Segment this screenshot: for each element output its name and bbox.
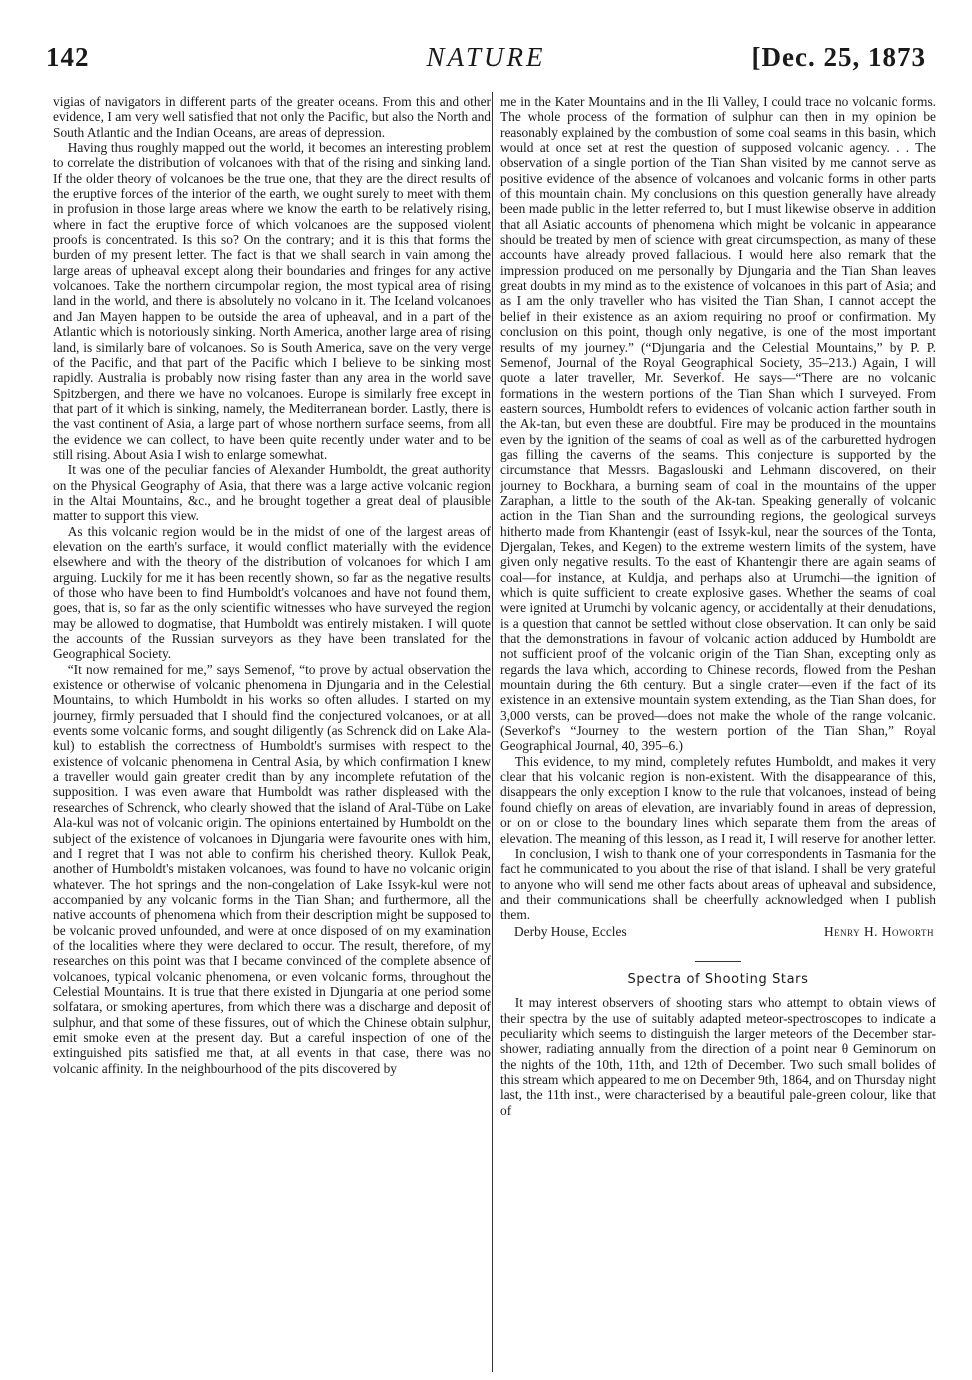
paragraph: It may interest observers of shooting stars who attempt to obtain views of their spectra by the use of suitably adapted meteor-spectroscopes to indicate a peculiarity which seems to distinguish the larger meteors of the December star-shower, radiating annually from the direction of a point near θ Geminorum on the nights of the 10th, 11th, and 12th of December. Two such small bolides of this stream which appeared to me on December 9th, 1864, and on Thursday night last, the 11th inst., were characterised by a beautiful pale-green colour, like that of bbox=[500, 995, 936, 1118]
left-column bbox=[53, 94, 491, 1374]
issue-date: [Dec. 25, 1873 bbox=[751, 42, 926, 72]
letter-signature bbox=[500, 924, 936, 939]
paragraph: As this volcanic region would be in the midst of one of the largest areas of elevation on the earth's surface, it would conflict materially with the evidence elsewhere and with the theory of the distribution of volcanoes for which I am arguing. Luckily for me it has been recently shown, so far as the negative results of those who have been to find Humboldt's volcanoes and have not found them, goes, that is, so far as the only scientific witnesses who have surveyed the region may be allowed to dogmatise, that Humboldt was entirely mistaken. I will quote the accounts of the Russian surveyors as they have been translated for the Geographical Society. bbox=[53, 523, 491, 662]
paragraph: me in the Kater Mountains and in the Ili Valley, I could trace no volcanic forms. The whole process of the formation of sulphur can then in my opinion be reasonably explained by the combustion of some coal seams in this basin, which would at once set at rest the question of supposed volcanic agency. . . The observation of a single portion of the Tian Shan visited by me cannot serve as positive evidence of the absence of volcanoes and volcanic forms in other parts of this mountain chain. My conclusions on this question generally have already been made public in the letter referred to, but I must likewise observe in addition that all Asiatic accounts of phenomena which might be volcanic in appearance should be treated by men of science with great circumspection, as many of these accounts have already proved fallacious. I would here also remark that the impression produced on me personally by Djungaria and the Tian Shan leaves great doubts in my mind as to the existence of volcanoes in this part of Asia; and as I am the only traveller who has visited the Tian Shan, I cannot accept the belief in their existence as an axiom requiring no proof or confirmation. My conclusion on this point, though only negative, is one of the most important results of my journey.” (“Djungaria and the Celestial Mountains,” by P. P. Semenof, Journal of the Royal Geographical Society, 35–213.) Again, I will quote a later traveller, Mr. Severkof. He says—“There are no volcanic formations in the western portions of the Tian Shan which I surveyed. From eastern sources, Humboldt refers to evidences of volcanic action farther south in the Ak-tan, but even these are doubtful. Fire may be produced in the mountains even by the ignition of the seams of coal as well as of the carburetted hydrogen gas filling the caverns of the seams. This conjecture is supported by the circumstance that Messrs. Bagaslouski and Lehmann discovered, on their journey to Bockhara, a burning seam of coal in the mountains of the upper Zaraphan, a little to the south of the Ak-tan. Speaking generally of volcanic action in the Tian Shan and the surrounding regions, the geological surveys hitherto made from Khantengir (east of Issyk-kul, near the sources of the Tonta, Djergalan, Tekes, and Kegen) to the extreme western limits of the system, have given only negative results. To the east of Khantengir there are again seams of coal—for instance, at Kuldja, and perhaps also at Urumchi—the ignition of which is quite sufficient to create explosive gases. Whether the seams of coal were ignited at Urumchi by volcanic agency, or accidentally at their denudations, is a question that cannot be settled without close observation. It can only be said that the demonstrations in favour of volcanic action adduced by Humboldt are not sufficient proof of the volcanic origin of the Tian Shan, excepting only as regards the lava which, according to Chinese records, flowed from the Peshan mountain during the 6th century. But a single crater—even if the fact of its existence in an extensive mountain system extending, as the Tian Shan does, for 3,000 versts, can be proved—does not make the whole of the range volcanic. (Severkof's “Journey to the western portion of the Tian Shan,” Royal Geographical Journal, 40, 395–6.) bbox=[500, 94, 936, 754]
paragraph: It was one of the peculiar fancies of Alexander Humboldt, the great authority on the Physical Geography of Asia, that there was a large active volcanic region in the Altai Mountains, &c., and he brought together a great deal of plausible matter to support this view. bbox=[53, 462, 491, 524]
paragraph: In conclusion, I wish to thank one of your correspondents in Tasmania for the fact he communicated to you about the rise of that island. I shall be very grateful to anyone who will send me other facts about areas of upheaval and subsidence, and their communications shall be cheerfully acknowledged when I publish them. bbox=[500, 845, 936, 923]
paragraph: Having thus roughly mapped out the world, it becomes an interesting problem to correlate the distribution of volcanoes with that of the rising and sinking land. If the older theory of volcanoes be the true one, that they are the direct results of the eruptive forces of the interior of the earth, we ought surely to meet with them in profusion in those large areas where we know the earth to be relatively rising, where in fact the eruptive force of which volcanoes are the supposed violent proofs is concentrated. Is this so? On the contrary; and it is this that forms the burden of my present letter. The fact is that we shall search in vain among the large areas of upheaval except along their boundaries and fringes for any active volcanoes. Take the northern circumpolar region, the most typical area of rising land in the world, and there is absolutely no volcano in it. The Iceland volcanoes and Jan Mayen happen to be outside the area of upheaval, and in a part of the Atlantic which is notoriously sinking. North America, another large area of rising land, is similarly bare of volcanoes. So is South America, save on the very verge of the Pacific, and that part of the Pacific which I believe to be sinking most rapidly. Australia is probably now rising faster than any area in the world save Spitzbergen, and there we have no volcanoes. Europe is similarly free except in that part of it which is sinking, namely, the Mediterranean border. Lastly, there is the vast continent of Asia, a large part of whose northern surface seems, from all the evidence we can collect, to have been quite recently under water and to be still rising. About Asia I wish to enlarge somewhat. bbox=[53, 140, 491, 462]
paragraph: “It now remained for me,” says Semenof, “to prove by actual observation the existence or otherwise of volcanic phenomena in Djungaria and in the Celestial Mountains, to which Humboldt in his works so often alludes. I started on my journey, firmly persuaded that I should find the conjectured volcanoes, or at all events some volcanic forms, and sought diligently (as Schrenck did on Lake Ala-kul) to establish the correctness of Humboldt's surmises with respect to the existence of volcanic phenomena in Central Asia, by which confirmation I knew a traveller would gain greater credit than by any incomplete refutation of the supposition. I was even aware that Humboldt was rather displeased with the researches of Schrenck, who clearly showed that the island of Aral-Tübe on Lake Ala-kul was not of volcanic origin. The opinions entertained by Humboldt on the subject of the existence of volcanoes in Djungaria were favourite ones with him, and I regret that I was not able to confirm his cherished theory. Kullok Peak, another of Humboldt's mistaken volcanoes, was found to have no volcanic origin whatever. The hot springs and the non-congelation of Lake Issyk-kul were not accompanied by any volcanic forms in the Tian Shan; and furthermore, all the native accounts of phenomena which from their description might be supposed to be volcanic proved unfounded, and were at once disposed of on my examination of the localities where they were declared to occur. The result, therefore, of my researches on this point was that I became convinced of the complete absence of volcanoes, typical volcanic phenomena, or even volcanic forms, throughout the Celestial Mountains. It is true that there existed in Djungaria at one period some solfatara, or smoking apertures, from which there was a discharge and deposit of sulphur, and that some of these fissures, out of which the Chinese obtain sulphur, emit smoke even at the present day. But a careful inspection of one of the extinguished pits satisfied me that, at all events in that case, there was no volcanic affinity. In the neighbourhood of the pits discovered by bbox=[53, 661, 491, 1076]
column-divider bbox=[492, 92, 493, 1372]
page-number: 142 bbox=[46, 42, 90, 72]
signature-name: Henry H. Howorth bbox=[823, 923, 934, 939]
journal-title: NATURE bbox=[426, 42, 546, 72]
right-column bbox=[500, 94, 936, 1374]
page-header bbox=[46, 42, 926, 82]
section-divider bbox=[695, 961, 741, 962]
section-title: Spectra of Shooting Stars bbox=[627, 971, 809, 987]
signature-place: Derby House, Eccles bbox=[514, 923, 627, 939]
paragraph: This evidence, to my mind, completely refutes Humboldt, and makes it very clear that his volcanic region is non-existent. With the disappearance of this, disappears the only exception I know to the rule that volcanoes, instead of being found chiefly on areas of elevation, are invariably found in areas of depression, or on or close to the boundary lines which separate them from the areas of elevation. The meaning of this lesson, as I read it, I will reserve for another letter. bbox=[500, 753, 936, 846]
paragraph: vigias of navigators in different parts of the greater oceans. From this and other evidence, I am very well satisfied that not only the Pacific, but also the North and South Atlantic and the Indian Oceans, are areas of depression. bbox=[53, 94, 491, 140]
